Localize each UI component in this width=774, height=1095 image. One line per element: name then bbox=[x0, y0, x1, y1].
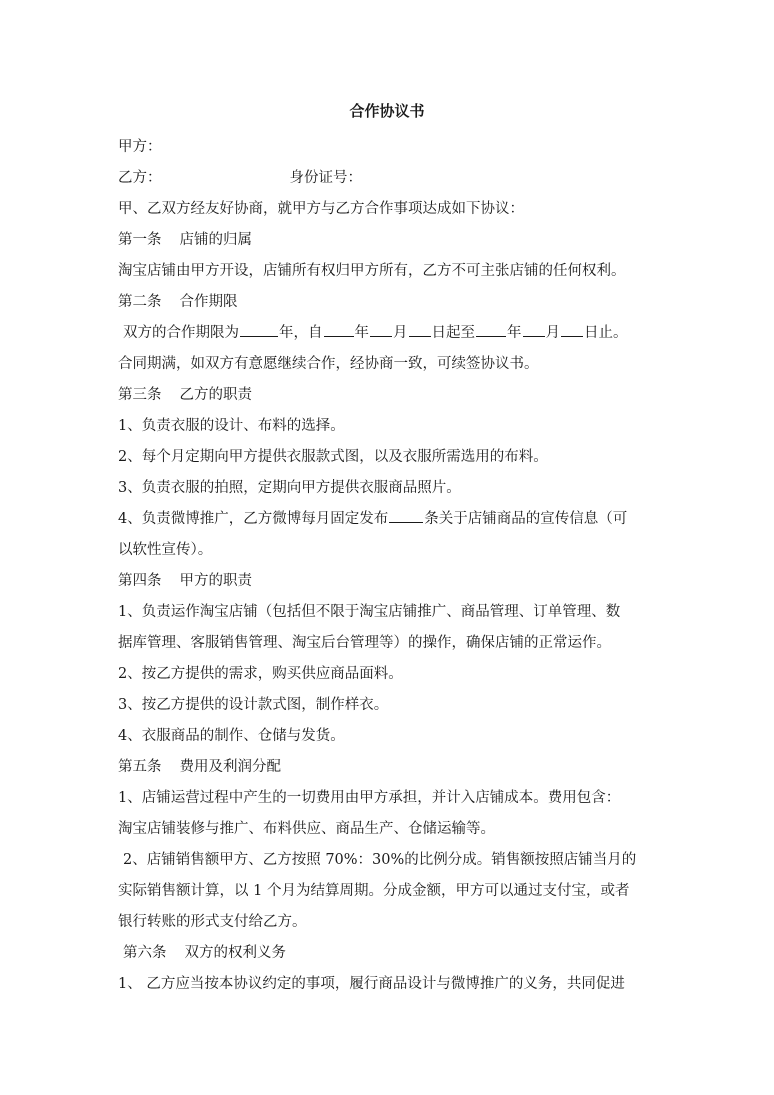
article-3-heading bbox=[118, 383, 678, 404]
party-b-label: 乙方： bbox=[118, 170, 162, 186]
article-1-text: 淘宝店铺由甲方开设，店铺所有权归甲方所有，乙方不可主张店铺的任何权利。 bbox=[118, 263, 626, 279]
blank-post-count bbox=[389, 509, 423, 523]
article-1-name: 店铺的归属 bbox=[179, 232, 252, 248]
article-6-item-1: 1、 乙方应当按本协议约定的事项，履行商品设计与微博推广的义务，共同促进 bbox=[118, 976, 625, 992]
article-1-number: 第一条 bbox=[118, 232, 162, 248]
item-4-text-1: 4、负责微博推广，乙方微博每月固定发布 bbox=[118, 511, 389, 527]
article-2-heading bbox=[118, 290, 678, 311]
party-b-line bbox=[118, 166, 678, 187]
article-5-heading bbox=[118, 755, 678, 776]
article-3-number: 第三条 bbox=[118, 387, 162, 403]
item-4-text-2: 条关于店铺商品的宣传信息（可 bbox=[424, 511, 628, 527]
article-5-item-2-line-2: 实际销售额计算，以 1 个月为结算周期。分成金额，甲方可以通过支付宝，或者 bbox=[118, 883, 630, 899]
article-3-item-1: 1、负责衣服的设计、布料的选择。 bbox=[118, 418, 345, 434]
blank-end-month bbox=[523, 323, 545, 337]
article-2-term-line bbox=[118, 321, 683, 342]
blank-start-month bbox=[370, 323, 392, 337]
article-4-item-1-line-2: 据库管理、客服销售管理、淘宝后台管理等）的操作，确保店铺的正常运作。 bbox=[118, 635, 611, 651]
intro-text: 甲、乙双方经友好协商，就甲方与乙方合作事项达成如下协议： bbox=[118, 201, 524, 217]
article-5-item-2-line-1: 2、店铺销售额甲方、乙方按照 70%：30%的比例分成。销售额按照店铺当月的 bbox=[123, 852, 637, 868]
article-5-number: 第五条 bbox=[118, 759, 162, 775]
article-4-number: 第四条 bbox=[118, 573, 162, 589]
blank-years bbox=[240, 323, 278, 337]
article-4-item-4: 4、衣服商品的制作、仓储与发货。 bbox=[118, 728, 345, 744]
article-5-item-1-line-2: 淘宝店铺装修与推广、布料供应、商品生产、仓储运输等。 bbox=[118, 821, 495, 837]
article-3-name: 乙方的职责 bbox=[179, 387, 252, 403]
article-4-item-2: 2、按乙方提供的需求，购买供应商品面料。 bbox=[118, 666, 403, 682]
term-text-8: 日止。 bbox=[584, 325, 628, 341]
article-3-item-4-cont: 以软性宣传）。 bbox=[118, 542, 213, 558]
term-text-2: 年，自 bbox=[279, 325, 323, 341]
blank-start-year bbox=[324, 323, 354, 337]
article-1-heading bbox=[118, 228, 678, 249]
id-number-label: 身份证号： bbox=[289, 170, 362, 186]
term-text-6: 年 bbox=[507, 325, 522, 341]
party-a-line: 甲方： bbox=[118, 139, 162, 155]
term-text-7: 月 bbox=[545, 325, 560, 341]
article-2-renew-text: 合同期满，如双方有意愿继续合作，经协商一致，可续签协议书。 bbox=[118, 356, 539, 372]
article-5-item-1-line-1: 1、店铺运营过程中产生的一切费用由甲方承担，并计入店铺成本。费用包含： bbox=[118, 790, 621, 806]
blank-end-year bbox=[476, 323, 506, 337]
article-4-heading bbox=[118, 569, 678, 590]
term-text-3: 年 bbox=[354, 325, 369, 341]
article-6-number: 第六条 bbox=[123, 945, 167, 961]
article-6-name: 双方的权利义务 bbox=[184, 945, 286, 961]
blank-end-day bbox=[561, 323, 583, 337]
article-4-item-3: 3、按乙方提供的设计款式图，制作样衣。 bbox=[118, 697, 389, 713]
term-text-5: 日起至 bbox=[431, 325, 475, 341]
document-title: 合作协议书 bbox=[349, 102, 425, 120]
term-text-4: 月 bbox=[393, 325, 408, 341]
article-5-name: 费用及利润分配 bbox=[179, 759, 281, 775]
article-3-item-4 bbox=[118, 507, 678, 528]
article-4-name: 甲方的职责 bbox=[179, 573, 252, 589]
article-5-item-2-line-3: 银行转账的形式支付给乙方。 bbox=[118, 914, 307, 930]
article-6-heading bbox=[118, 941, 683, 962]
article-3-item-2: 2、每个月定期向甲方提供衣服款式图，以及衣服所需选用的布料。 bbox=[118, 449, 548, 465]
term-text-1: 双方的合作期限为 bbox=[123, 325, 239, 341]
blank-start-day bbox=[409, 323, 431, 337]
article-3-item-3: 3、负责衣服的拍照，定期向甲方提供衣服商品照片。 bbox=[118, 480, 461, 496]
article-2-name: 合作期限 bbox=[179, 294, 238, 310]
article-2-number: 第二条 bbox=[118, 294, 162, 310]
article-4-item-1-line-1: 1、负责运作淘宝店铺（包括但不限于淘宝店铺推广、商品管理、订单管理、数 bbox=[118, 604, 621, 620]
